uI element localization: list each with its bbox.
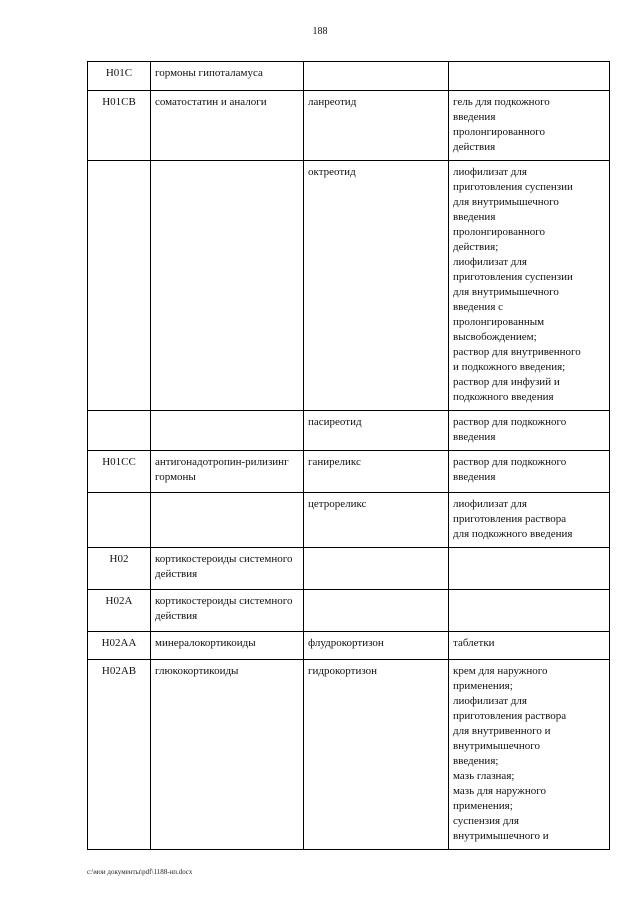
drug-name-cell: октреотид (304, 161, 449, 411)
anatomical-group-cell (151, 161, 304, 411)
drug-name-cell (304, 590, 449, 632)
table-row (88, 62, 610, 91)
table-row (88, 161, 610, 411)
dosage-form-cell (449, 548, 610, 590)
atc-code-cell (88, 161, 151, 411)
anatomical-group-cell: кортикостероиды системного действия (151, 590, 304, 632)
anatomical-group-cell: глюкокортикоиды (151, 660, 304, 850)
dosage-form-line: пролонгированного (453, 226, 545, 238)
dosage-form-line: внутримышечного и (453, 830, 549, 842)
dosage-form-line: для подкожного введения (453, 528, 573, 540)
drug-name-cell: ланреотид (304, 91, 449, 161)
dosage-form-line: приготовления раствора (453, 513, 567, 525)
dosage-form-line: для внутримышечного (453, 286, 559, 298)
dosage-form-cell (449, 161, 610, 411)
table-row (88, 660, 610, 850)
atc-code-cell (88, 411, 151, 451)
dosage-form-line: действия; (453, 241, 499, 253)
dosage-form-line: и подкожного введения; (453, 361, 566, 373)
atc-code-cell: H02AA (88, 632, 151, 660)
atc-code-cell: H01CB (88, 91, 151, 161)
dosage-form-line: мазь глазная; (453, 770, 515, 782)
dosage-form-cell (449, 91, 610, 161)
table-row (88, 548, 610, 590)
drug-name-cell (304, 62, 449, 91)
anatomical-group-cell (151, 493, 304, 548)
dosage-form-line: для внутримышечного (453, 196, 559, 208)
table-row (88, 493, 610, 548)
dosage-form-line: приготовления раствора (453, 710, 567, 722)
dosage-form-line: внутримышечного (453, 740, 540, 752)
dosage-form-line: введения (453, 211, 496, 223)
dosage-form-line: лиофилизат для (453, 498, 527, 510)
table-row (88, 451, 610, 493)
dosage-form-line: приготовления суспензии (453, 181, 573, 193)
drug-table (87, 61, 610, 850)
atc-code-cell (88, 493, 151, 548)
drug-table-body (88, 62, 610, 850)
drug-name-cell: флудрокортизон (304, 632, 449, 660)
dosage-form-line: введения (453, 471, 496, 483)
dosage-form-line: для внутривенного и (453, 725, 551, 737)
dosage-form-line: введения (453, 111, 496, 123)
dosage-form-line: введения с (453, 301, 504, 313)
atc-code-cell: H01CC (88, 451, 151, 493)
dosage-form-cell (449, 590, 610, 632)
table-row (88, 411, 610, 451)
dosage-form-line: высвобождением; (453, 331, 537, 343)
table-row (88, 590, 610, 632)
dosage-form-line: лиофилизат для (453, 695, 527, 707)
dosage-form-cell (449, 62, 610, 91)
dosage-form-cell (449, 632, 610, 660)
dosage-form-line: введения; (453, 755, 499, 767)
dosage-form-line: раствор для подкожного (453, 456, 567, 468)
anatomical-group-cell: гормоны гипоталамуса (151, 62, 304, 91)
page-number: 188 (312, 26, 328, 37)
dosage-form-line: пролонгированного (453, 126, 545, 138)
drug-name-cell: пасиреотид (304, 411, 449, 451)
anatomical-group-cell: кортикостероиды системного действия (151, 548, 304, 590)
atc-code-cell: H02 (88, 548, 151, 590)
dosage-form-line: суспензия для (453, 815, 519, 827)
anatomical-group-cell: минералокортикоиды (151, 632, 304, 660)
dosage-form-line: пролонгированным (453, 316, 545, 328)
dosage-form-line: действия (453, 141, 496, 153)
table-row (88, 91, 610, 161)
atc-code-cell: H02AB (88, 660, 151, 850)
table-row (88, 632, 610, 660)
dosage-form-cell (449, 660, 610, 850)
anatomical-group-cell: антигонадотропин-рилизинг гормоны (151, 451, 304, 493)
dosage-form-line: введения (453, 431, 496, 443)
dosage-form-cell (449, 493, 610, 548)
atc-code-cell: H01C (88, 62, 151, 91)
anatomical-group-cell: соматостатин и аналоги (151, 91, 304, 161)
dosage-form-line: раствор для инфузий и (453, 376, 560, 388)
anatomical-group-cell (151, 411, 304, 451)
dosage-form-line: раствор для внутривенного (453, 346, 581, 358)
dosage-form-line: мазь для наружного (453, 785, 546, 797)
dosage-form-cell (449, 411, 610, 451)
dosage-form-line: подкожного введения (453, 391, 554, 403)
drug-name-cell: гидрокортизон (304, 660, 449, 850)
dosage-form-line: раствор для подкожного (453, 416, 567, 428)
dosage-form-line: применения; (453, 680, 513, 692)
drug-name-cell: ганиреликс (304, 451, 449, 493)
dosage-form-line: приготовления суспензии (453, 271, 573, 283)
dosage-form-line: гель для подкожного (453, 96, 550, 108)
dosage-form-line: лиофилизат для (453, 166, 527, 178)
dosage-form-line: крем для наружного (453, 665, 548, 677)
dosage-form-cell (449, 451, 610, 493)
drug-name-cell (304, 548, 449, 590)
dosage-form-line: таблетки (453, 637, 495, 649)
dosage-form-line: применения; (453, 800, 513, 812)
file-path-footer: c:\мои документы\pdf\1188-нп.docx (87, 868, 193, 876)
atc-code-cell: H02A (88, 590, 151, 632)
dosage-form-line: лиофилизат для (453, 256, 527, 268)
drug-name-cell: цетрореликс (304, 493, 449, 548)
